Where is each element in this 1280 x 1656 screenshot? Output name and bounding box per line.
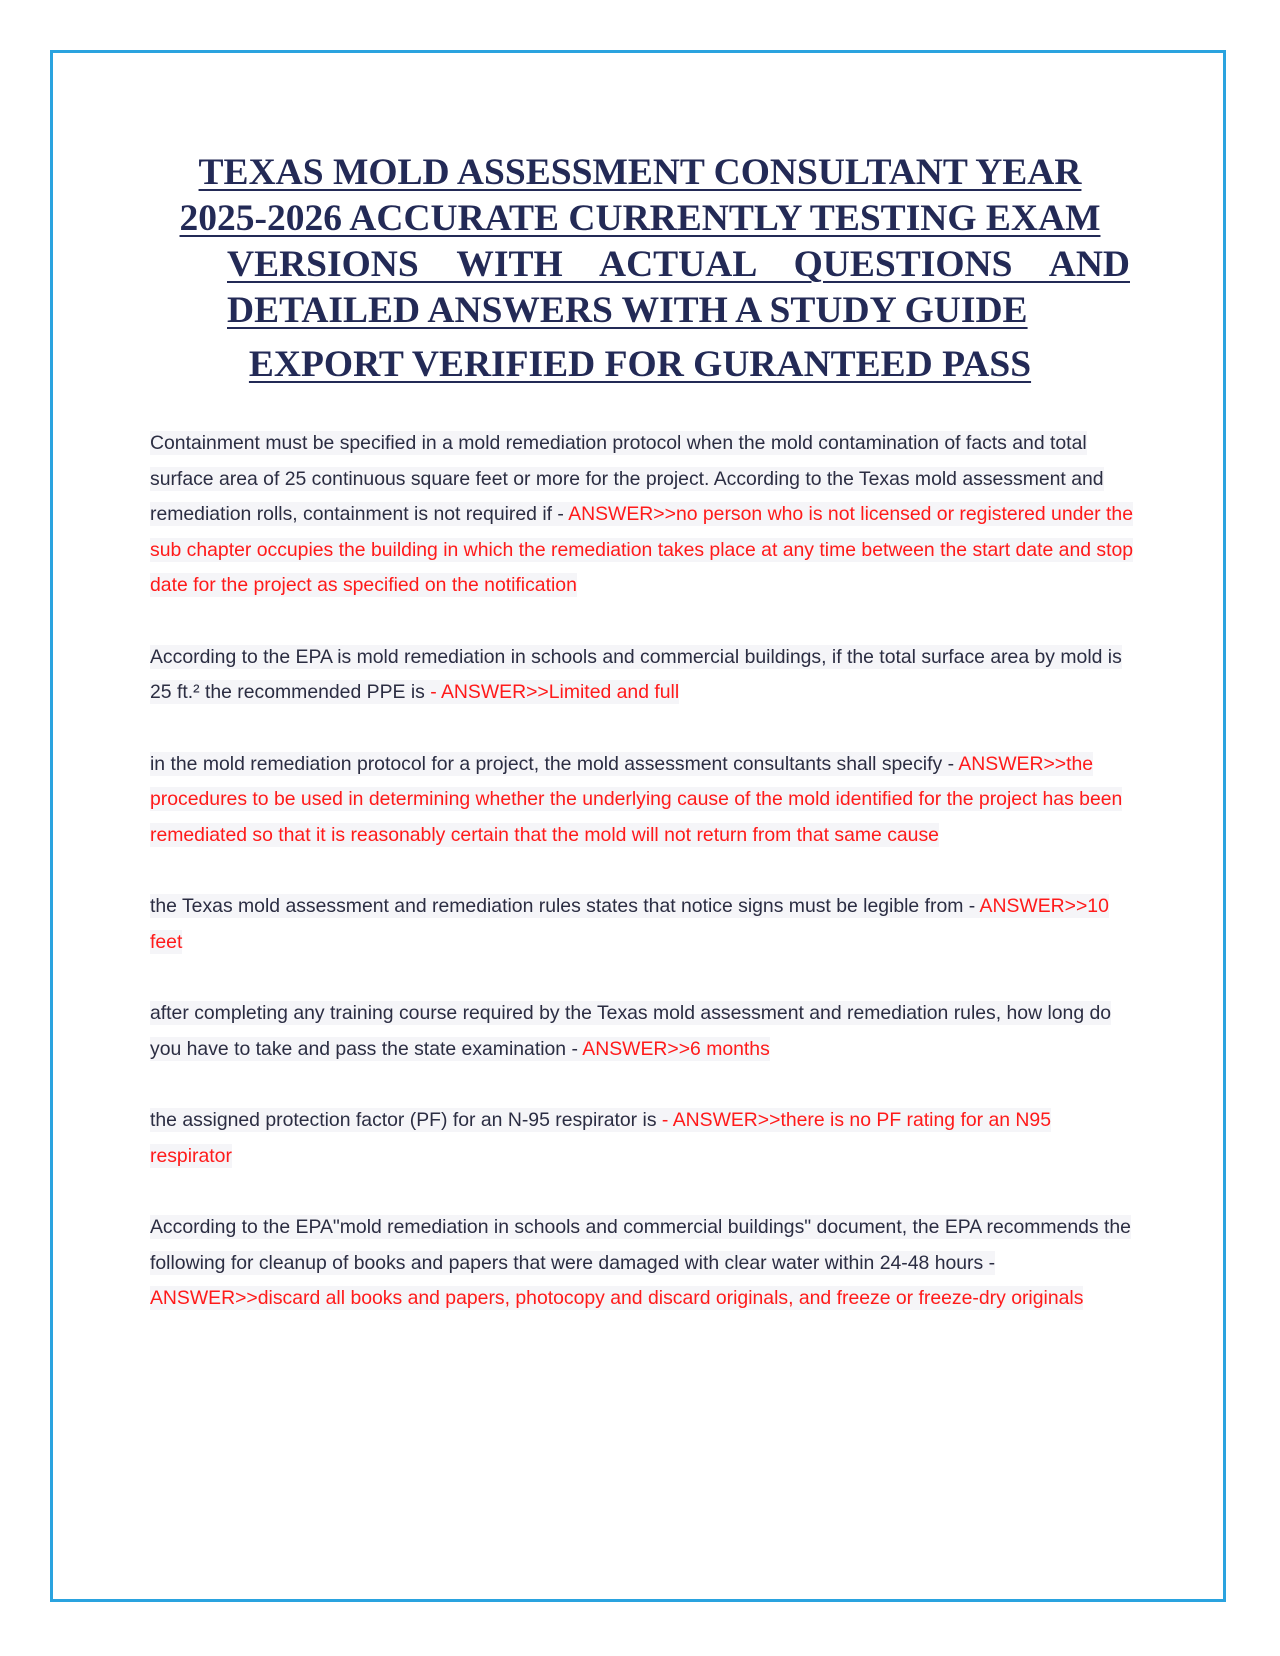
qa-item xyxy=(150,640,1135,711)
qa-item xyxy=(150,747,1135,854)
answer-text: ANSWER>>discard all books and papers, photocopy and discard originals, and freeze or freeze-dry originals xyxy=(150,1287,1084,1309)
qa-item xyxy=(150,1103,1135,1174)
title-line: VERSIONS WITH ACTUAL QUESTIONS AND xyxy=(227,244,1130,285)
question-text: Containment must be specified in a mold remediation protocol when the mold contamination of facts and total surface area of 25 continuous square feet or more for the project. According to the Texas mold assessment and remediation rolls, containment is not required if - xyxy=(150,432,1104,525)
answer-text: ANSWER>>10 feet xyxy=(150,895,1109,953)
question-text: According to the EPA"mold remediation in schools and commercial buildings" document, the EPA recommends the following for cleanup of books and papers that were damaged with clear water within 24-48 hours - xyxy=(150,1216,1131,1274)
question-text: the Texas mold assessment and remediation rules states that notice signs must be legible from - xyxy=(150,895,980,917)
answer-text: ANSWER>>6 months xyxy=(582,1037,770,1060)
document-title xyxy=(150,150,1130,388)
title-line: EXPORT VERIFIED FOR GURANTEED PASS xyxy=(248,344,1032,385)
qa-item xyxy=(150,889,1135,960)
question-text: in the mold remediation protocol for a project, the mold assessment consultants shall specify - xyxy=(150,752,959,775)
question-text: According to the EPA is mold remediation in schools and commercial buildings, if the total surface area by mold is 25 ft.² the recommended PPE is xyxy=(150,645,1122,703)
question-text: the assigned protection factor (PF) for an N-95 respirator is xyxy=(150,1109,662,1131)
answer-text: ANSWER>>no person who is not licensed or registered under the sub chapter occupies the building in which the remediation takes place at any time between the start date and stop date for the project as specified on the notification xyxy=(150,503,1134,596)
answer-text: ANSWER>>the procedures to be used in determining whether the underlying cause of the mold identified for the project has been remediated so that it is reasonably certain that the mold will not return from that same cause xyxy=(150,752,1123,846)
title-line: TEXAS MOLD ASSESSMENT CONSULTANT YEAR xyxy=(198,152,1082,193)
qa-item xyxy=(150,996,1135,1067)
title-line: DETAILED ANSWERS WITH A STUDY GUIDE xyxy=(227,290,1028,331)
qa-item xyxy=(150,1210,1135,1317)
title-line: 2025-2026 ACCURATE CURRENTLY TESTING EXAM xyxy=(179,198,1101,239)
answer-text: - ANSWER>>there is no PF rating for an N95 respirator xyxy=(150,1109,1051,1167)
answer-text: - ANSWER>>Limited and full xyxy=(430,681,680,703)
qa-item xyxy=(150,426,1135,604)
question-answer-list xyxy=(150,426,1135,1353)
question-text: after completing any training course required by the Texas mold assessment and remediation rules, how long do you have to take and pass the state examination - xyxy=(150,1002,1112,1060)
